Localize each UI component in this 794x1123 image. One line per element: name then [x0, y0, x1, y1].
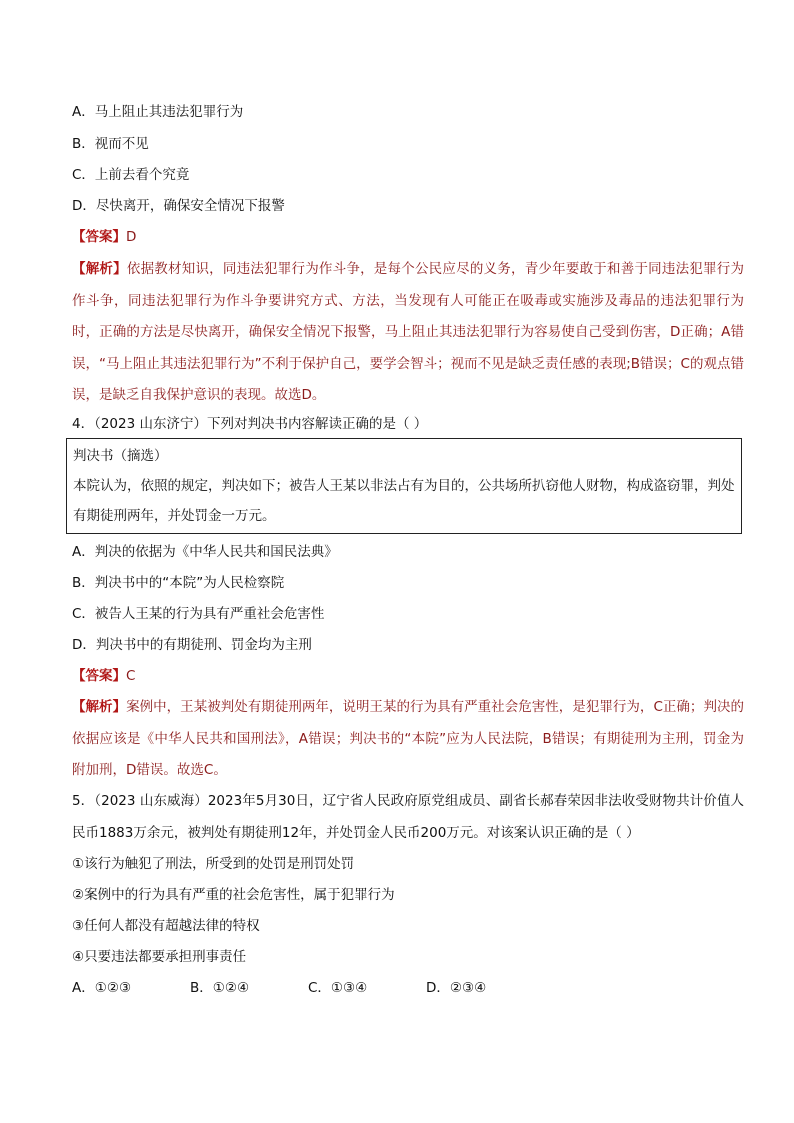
- q4-answer-tag: 【答案】: [72, 668, 126, 684]
- q4-option-c: C．被告人王某的行为具有严重社会危害性: [72, 606, 325, 622]
- q3-analysis-text: 依据教材知识，同违法犯罪行为作斗争，是每个公民应尽的义务，青少年要敢于和善于同违法犯罪行为作斗争，同违法犯罪行为作斗争要讲究方式、方法，当发现有人可能正在吸毒或实施涉及毒品的违法犯罪行为时，正确的方法是尽快离开，确保安全情况下报警，马上阻止其违法犯罪行为容易使自己受到伤害，D正确；A错误，“马上阻止其违法犯罪行为”不利于保护自己，要学会智斗；视而不见是缺乏责任感的表现;B错误；C的观点错误，是缺乏自我保护意识的表现。故选D。: [72, 261, 744, 403]
- judgment-text: 本院认为，依照的规定，判决如下；被告人王某以非法占有为目的，公共场所扒窃他人财物，构成盗窃罪，判处有期徒刑两年，并处罚金一万元。: [73, 478, 735, 524]
- q5-statement-2: ②案例中的行为具有严重的社会危害性，属于犯罪行为: [72, 887, 395, 903]
- q3-analysis: [72, 254, 744, 412]
- q3-option-a: A．马上阻止其违法犯罪行为: [72, 104, 244, 120]
- judgment-excerpt-box: [66, 438, 742, 534]
- judgment-title: 判决书（摘选）: [73, 448, 168, 464]
- q4-analysis: [72, 692, 744, 787]
- q4-analysis-text: 案例中，王某被判处有期徒刑两年，说明王某的行为具有严重社会危害性，是犯罪行为，C正确；判决的依据应该是《中华人民共和国刑法》，A错误；判决书的“本院”应为人民法院，B错误；有期徒刑为主刑，罚金为附加刑，D错误。故选C。: [72, 699, 744, 778]
- q5-choice-a: A．①②③: [72, 980, 132, 996]
- q4-stem: 4．（2023 山东济宁）下列对判决书内容解读正确的是（ ）: [72, 416, 428, 432]
- q3-option-d: D．尽快离开，确保安全情况下报警: [72, 198, 285, 214]
- q5-choice-b: B．①②④: [190, 980, 250, 996]
- q5-choices: [72, 972, 544, 1004]
- q3-analysis-tag: 【解析】: [72, 261, 127, 277]
- q3-answer: [72, 221, 744, 253]
- q5-statement-1: ①该行为触犯了刑法，所受到的处罚是刑罚处罚: [72, 856, 355, 872]
- q5-stem: 5．（2023 山东威海）2023年5月30日，辽宁省人民政府原党组成员、副省长郝春荣因非法收受财物共计价值人民币1883万余元，被判处有期徒刑12年，并处罚金人民币200万元。对该案认识正确的是（ ）: [72, 793, 744, 841]
- q4-answer: [72, 660, 744, 692]
- q5-statement-3: ③任何人都没有超越法律的特权: [72, 918, 260, 934]
- q4-analysis-tag: 【解析】: [72, 699, 127, 715]
- q3-option-b: B．视而不见: [72, 136, 149, 152]
- q4-option-b: B．判决书中的“本院”为人民检察院: [72, 575, 285, 591]
- q4-option-d: D．判决书中的有期徒刑、罚金均为主刑: [72, 637, 312, 653]
- q3-option-c: C．上前去看个究竟: [72, 167, 190, 183]
- q4-answer-value: C: [126, 668, 136, 684]
- q5-choice-d: D．②③④: [426, 980, 487, 996]
- q3-answer-tag: 【答案】: [72, 229, 126, 245]
- q3-answer-value: D: [126, 229, 137, 245]
- q5-choice-c: C．①③④: [308, 980, 368, 996]
- q5-statement-4: ④只要违法都要承担刑事责任: [72, 949, 247, 965]
- q4-option-a: A．判决的依据为《中华人民共和国民法典》: [72, 544, 338, 560]
